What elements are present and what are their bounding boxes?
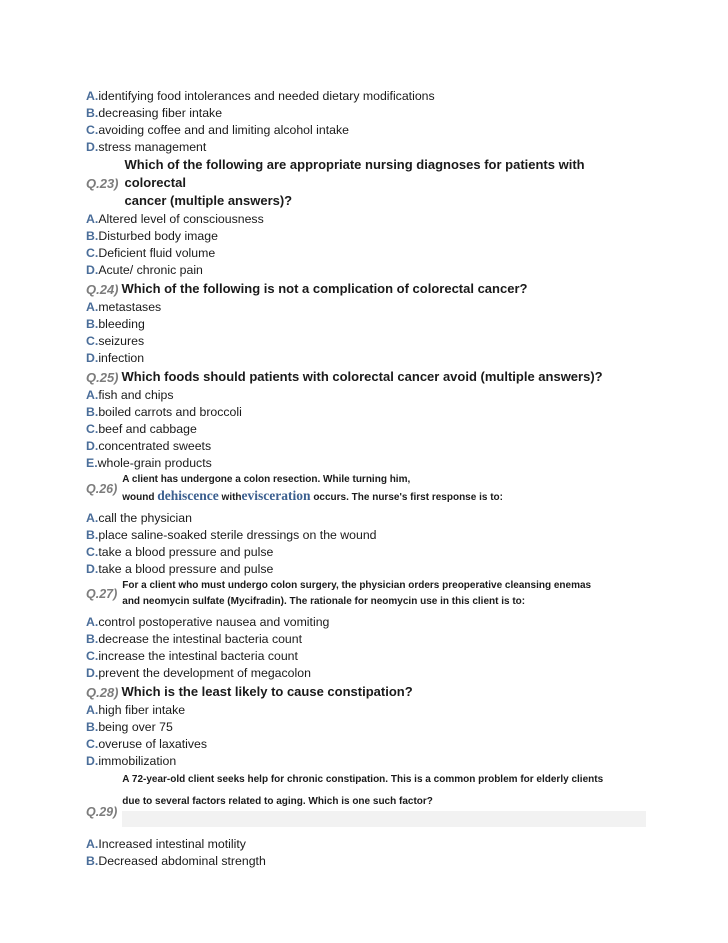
option-q24-c[interactable]: C.seizures [86, 334, 145, 348]
option-q27-a[interactable]: A.control postoperative nausea and vomiting [86, 615, 330, 629]
option-q23-b[interactable]: B.Disturbed body image [86, 229, 218, 243]
question-text: Which is the least likely to cause constipation? [121, 684, 413, 699]
question-q25 [86, 367, 646, 387]
question-q27 [86, 578, 646, 610]
option-q28-c[interactable]: C.overuse of laxatives [86, 737, 207, 751]
option-q23-d[interactable]: D.Acute/ chronic pain [86, 263, 203, 277]
option-q26-d[interactable]: D.take a blood pressure and pulse [86, 562, 274, 576]
question-q23 [86, 156, 646, 210]
q22-options [86, 88, 646, 156]
option-q29-a[interactable]: A.Increased intestinal motility [86, 837, 246, 851]
question-q28 [86, 682, 646, 702]
question-text: Which foods should patients with colorectal cancer avoid (multiple answers)? [121, 369, 603, 384]
option-q24-d[interactable]: D.infection [86, 351, 145, 365]
option-q25-c[interactable]: C.beef and cabbage [86, 422, 197, 436]
option-q26-c[interactable]: C.take a blood pressure and pulse [86, 545, 274, 559]
question-number: Q.28) [86, 684, 119, 700]
option-q26-a[interactable]: A.call the physician [86, 511, 192, 525]
option-q25-e[interactable]: E.whole-grain products [86, 456, 212, 470]
question-text: For a client who must undergo colon surgery, the physician orders preoperative cleansing enemas and neomycin sulfate (Mycifradin). The rationale for neomycin use in this client is to: [122, 580, 592, 607]
question-number: Q.25) [86, 369, 119, 385]
question-number: Q.23) [86, 175, 119, 191]
question-number: Q.24) [86, 281, 119, 297]
option-q27-c[interactable]: C.increase the intestinal bacteria count [86, 649, 298, 663]
option-q27-b[interactable]: B.decrease the intestinal bacteria count [86, 632, 303, 646]
question-q24 [86, 279, 646, 299]
option-q28-d[interactable]: D.immobilization [86, 754, 177, 768]
option-q24-a[interactable]: A.metastases [86, 300, 162, 314]
option-q28-a[interactable]: A.high fiber intake [86, 703, 186, 717]
question-text: Which of the following is not a complication of colorectal cancer? [121, 281, 528, 296]
question-q29 [86, 770, 646, 827]
option-q25-d[interactable]: D.concentrated sweets [86, 439, 212, 453]
option-q22-b[interactable]: B.decreasing fiber intake [86, 106, 223, 120]
question-number: Q.29) [86, 804, 118, 819]
term-evisceration: evisceration [241, 488, 311, 503]
option-q29-b[interactable]: B.Decreased abdominal strength [86, 854, 266, 868]
answer-blank-strip [122, 811, 646, 827]
question-number: Q.26) [86, 482, 118, 496]
option-q26-b[interactable]: B.place saline-soaked sterile dressings on the wound [86, 528, 377, 542]
option-q22-a[interactable]: A.identifying food intolerances and needed dietary modifications [86, 89, 435, 103]
option-q27-d[interactable]: D.prevent the development of megacolon [86, 666, 311, 680]
option-q25-a[interactable]: A.fish and chips [86, 388, 174, 402]
question-q26 [86, 472, 646, 506]
question-number: Q.27) [86, 587, 118, 601]
question-text: A client has undergone a colon resection. While turning him, wound dehiscence withevisceration occurs. The nurse's first response is to: [122, 474, 503, 503]
question-text: A 72-year-old client seeks help for chronic constipation. This is a common problem for elderly clients due to several factors related to aging. Which is one such factor? [122, 770, 646, 827]
option-q22-c[interactable]: C.avoiding coffee and and limiting alcohol intake [86, 123, 349, 137]
option-q22-d[interactable]: D.stress management [86, 140, 207, 154]
quiz-page [86, 88, 646, 870]
question-text: Which of the following are appropriate nursing diagnoses for patients with colorectal cancer (multiple answers)? [124, 157, 585, 208]
option-q28-b[interactable]: B.being over 75 [86, 720, 173, 734]
term-dehiscence: dehiscence [157, 488, 219, 503]
option-q24-b[interactable]: B.bleeding [86, 317, 145, 331]
option-q25-b[interactable]: B.boiled carrots and broccoli [86, 405, 242, 419]
option-q23-a[interactable]: A.Altered level of consciousness [86, 212, 264, 226]
option-q23-c[interactable]: C.Deficient fluid volume [86, 246, 216, 260]
